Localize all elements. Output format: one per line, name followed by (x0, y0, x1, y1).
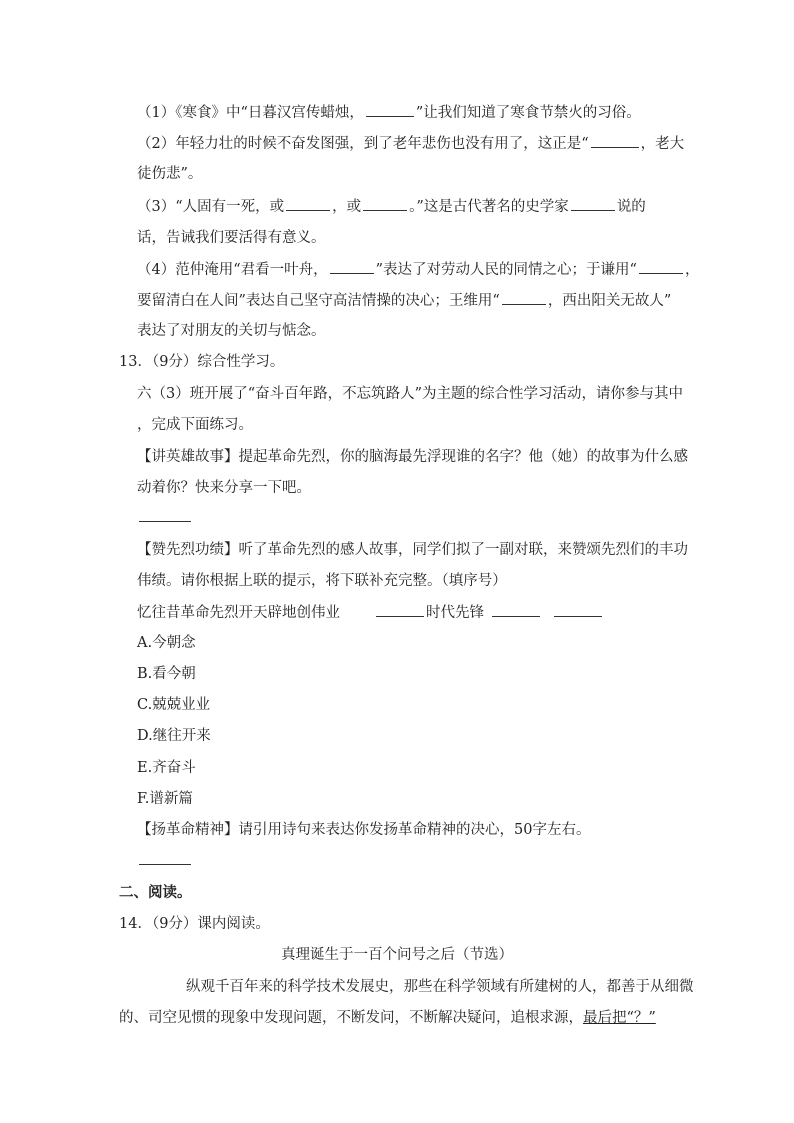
q13-intro-line2: ，完成下面练习。 (137, 417, 253, 433)
q12-item-3-text-mid2: 。”这是古代著名的史学家 (409, 199, 569, 215)
answer-blank[interactable] (639, 259, 683, 274)
answer-blank[interactable] (286, 196, 330, 211)
q13-part2-line1: 【赞先烈功绩】听了革命先烈的感人故事，同学们拟了一副对联，来赞颂先烈们的丰功 (137, 542, 688, 558)
answer-blank[interactable] (502, 290, 546, 305)
q12-item-4-line3: 表达了对朋友的关切与惦念。 (137, 323, 326, 339)
passage-underlined-text: 最后把“？” (583, 1010, 656, 1026)
q12-item-4-text-mid: ”表达了对劳动人民的同情之心；于谦用“ (375, 262, 637, 278)
q13-part1-line1: 【讲英雄故事】提起革命先烈，你的脑海最先浮现谁的名字？他（她）的故事为什么感 (137, 449, 688, 465)
q12-item-4-line2 (137, 290, 671, 311)
option-f: F.谱新篇 (137, 791, 193, 807)
couplet-blank-3[interactable] (554, 602, 602, 617)
q12-item-2-text: （2）年轻力壮的时候不奋发图强，到了老年悲伤也没有用了，这正是“ (137, 136, 589, 152)
q13-part1-answer-line[interactable] (137, 507, 193, 528)
couplet-blank-1[interactable] (376, 602, 424, 617)
q13-part1-line2: 动着你？快来分享一下吧。 (137, 480, 311, 496)
couplet-blank-2[interactable] (492, 602, 540, 617)
option-b: B.看今朝 (137, 666, 196, 682)
answer-blank[interactable] (571, 196, 615, 211)
answer-blank[interactable] (363, 196, 407, 211)
passage-line2 (119, 1008, 656, 1028)
q12-item-1-text: （1）《寒食》中“日暮汉宫传蜡烛， (137, 105, 364, 121)
section-title-reading: 二、阅读。 (119, 884, 192, 901)
q12-item-3-line2: 话，告诫我们要活得有意义。 (137, 230, 326, 246)
couplet-upper: 忆往昔革命先烈开天辟地创伟业 (137, 605, 340, 621)
q12-item-2-text-end: ，老大 (640, 136, 685, 152)
q13-heading: 13．（9分）综合性学习。 (119, 354, 285, 370)
q14-heading: 14．（9分）课内阅读。 (119, 916, 270, 932)
passage-line2-text: 的、司空见惯的现象中发现问题，不断发问，不断解决疑问，追根求源， (119, 1010, 583, 1026)
q12-item-3-text: （3）“人固有一死，或 (137, 199, 285, 215)
q12-item-3-text-mid1: ，或 (332, 199, 362, 215)
option-d: D.继往开来 (137, 728, 211, 744)
option-a: A.今朝念 (137, 635, 196, 651)
couplet-mid-text: 时代先锋 (426, 605, 484, 621)
q12-item-4-line1 (137, 259, 699, 280)
q12-item-4-line2-text: 要留清白在人间”表达自己坚守高洁情操的决心；王维用“ (137, 293, 500, 309)
q12-item-4-text: （4）范仲淹用“君看一叶舟， (137, 262, 328, 278)
passage-line1: 纵观千百年来的科学技术发展史，那些在科学领域有所建树的人，都善于从细微 (186, 979, 694, 995)
answer-blank[interactable] (366, 102, 414, 117)
q13-part3: 【扬革命精神】请引用诗句来表达你发扬革命精神的决心，50字左右。 (137, 822, 591, 838)
q12-item-2-line1 (137, 133, 684, 154)
answer-blank[interactable] (330, 259, 374, 274)
q12-item-4-line2-text-end: ，西出阳关无故人” (547, 293, 672, 309)
q12-item-2-line2: 徒伤悲”。 (137, 166, 203, 182)
q13-couplet (137, 602, 604, 623)
option-e: E.齐奋斗 (137, 760, 196, 776)
q13-intro-line1: 六（3）班开展了“奋斗百年路，不忘筑路人”为主题的综合性学习活动，请你参与其中 (137, 386, 684, 402)
q12-item-1 (137, 102, 641, 123)
q12-item-1-text-end: ”让我们知道了寒食节禁火的习俗。 (415, 105, 641, 121)
option-c: C.兢兢业业 (137, 697, 211, 713)
q12-item-3-line1 (137, 196, 646, 217)
answer-blank[interactable] (591, 133, 639, 148)
q12-item-3-text-end: 说的 (616, 199, 646, 215)
passage-title: 真理诞生于一百个问号之后（节选） (281, 947, 513, 963)
q13-part3-answer-line[interactable] (137, 850, 193, 871)
q12-item-4-text-end: ， (684, 262, 700, 278)
q13-part2-line2: 伟绩。请你根据上联的提示，将下联补充完整。（填序号） (137, 573, 507, 589)
